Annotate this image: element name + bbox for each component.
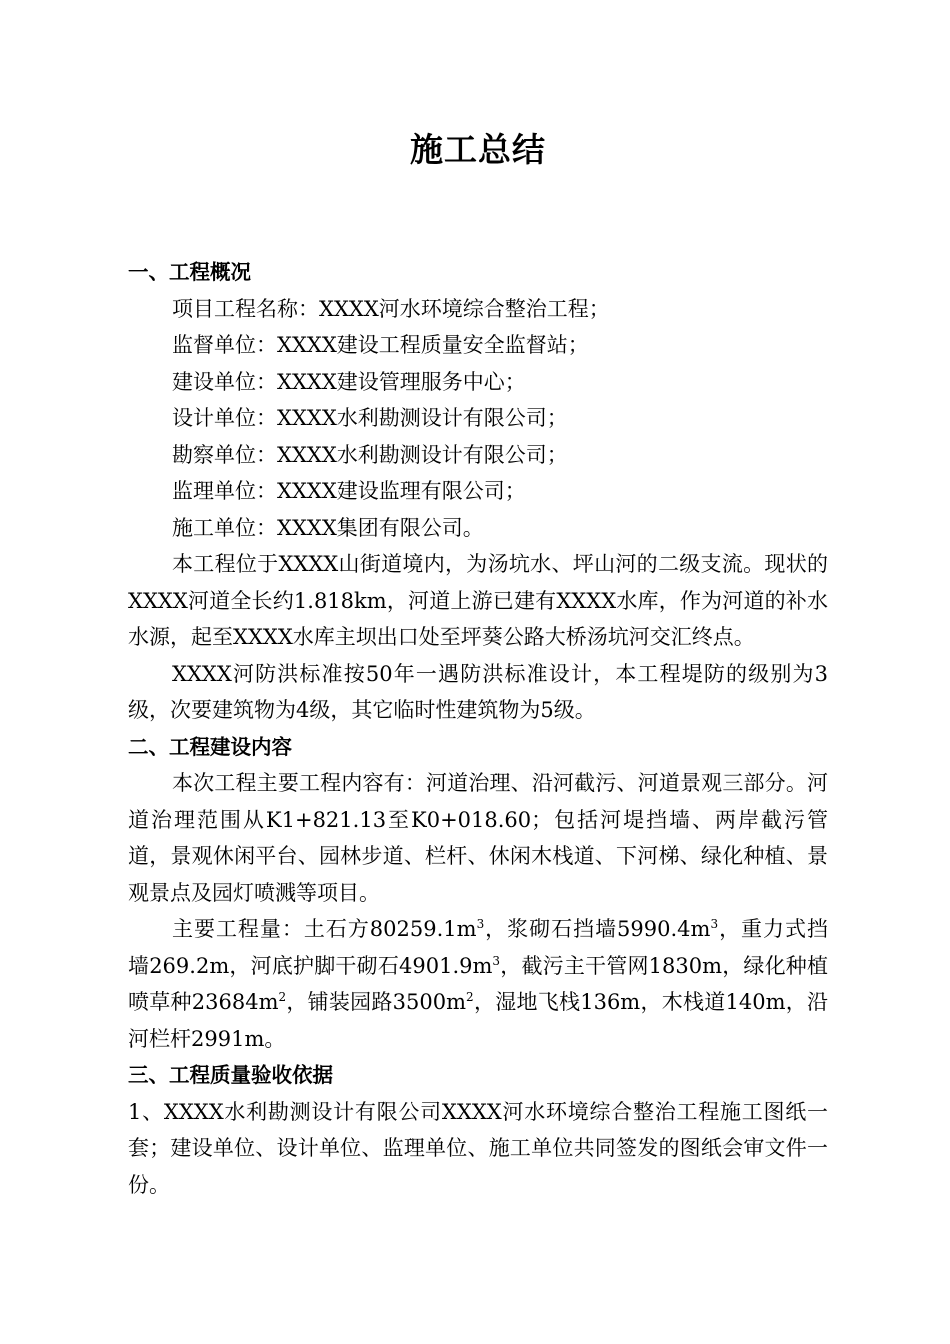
- quantities-text-4: ，截污主干管网1830m，绿化种植喷草种23684m: [128, 953, 828, 1014]
- quantities-text-6: ，湿地飞栈136m，木栈道140m，沿河栏杆2991m。: [128, 990, 829, 1051]
- supervisor-unit-line: 监理单位：XXXX建设监理有限公司；: [172, 479, 526, 503]
- unit-superscript-2: 3: [710, 917, 719, 931]
- flood-standard-paragraph: XXXX河防洪标准按50年一遇防洪标准设计，本工程堤防的级别为3级，次要建筑物为4级，其它临时性建筑物为5级。: [128, 661, 828, 722]
- contractor-unit-line: 施工单位：XXXX集团有限公司。: [172, 515, 484, 540]
- section-heading-content: 二、工程建设内容: [128, 734, 292, 759]
- document-title: 施工总结: [410, 130, 546, 169]
- location-paragraph: 本工程位于XXXX山街道境内，为汤坑水、坪山河的二级支流。现状的XXXX河道全长约1.818km，河道上游已建有XXXX水库，作为河道的补水水源，起至XXXX水库主坝出口处至坪葵公路大桥汤坑河交汇终点。: [128, 552, 828, 649]
- unit-superscript-3: 3: [492, 953, 501, 968]
- quantities-text-2: ，浆砌石挡墙5990.4m: [484, 917, 711, 941]
- unit-superscript-1: 3: [476, 917, 485, 931]
- construction-owner-line: 建设单位：XXXX建设管理服务中心；: [172, 369, 526, 394]
- document-body: [128, 254, 828, 1203]
- supervision-unit-line: 监督单位：XXXX建设工程质量安全监督站；: [172, 333, 589, 357]
- section-heading-acceptance: 三、工程质量验收依据: [128, 1063, 333, 1087]
- acceptance-basis-paragraph: 1、XXXX水利勘测设计有限公司XXXX河水环境综合整治工程施工图纸一套；建设单位、设计单位、监理单位、施工单位共同签发的图纸会审文件一份。: [128, 1099, 828, 1197]
- quantities-text-1: 主要工程量：土石方80259.1m: [172, 917, 477, 941]
- section-heading-overview: 一、工程概况: [128, 260, 251, 284]
- design-unit-line: 设计单位：XXXX水利勘测设计有限公司；: [172, 406, 568, 430]
- survey-unit-line: 勘察单位：XXXX水利勘测设计有限公司；: [172, 442, 568, 467]
- quantities-text-5: ，铺装园路3500m: [286, 990, 467, 1014]
- project-name-line: 项目工程名称：XXXX河水环境综合整治工程；: [172, 296, 610, 321]
- unit-superscript-4: 2: [278, 990, 287, 1004]
- unit-superscript-5: 2: [466, 990, 474, 1004]
- quantities-text-3: ，重力式挡墙269.2m，河底护脚干砌石4901.9m: [128, 917, 828, 978]
- quantities-paragraph: [128, 911, 828, 1057]
- scope-paragraph: 本次工程主要工程内容有：河道治理、沿河截污、河道景观三部分。河道治理范围从K1+821.13至K0+018.60；包括河堤挡墙、两岸截污管道，景观休闲平台、园林步道、栏杆、休闲木栈道、下河梯、绿化种植、景观景点及园灯喷溅等项目。: [128, 771, 828, 905]
